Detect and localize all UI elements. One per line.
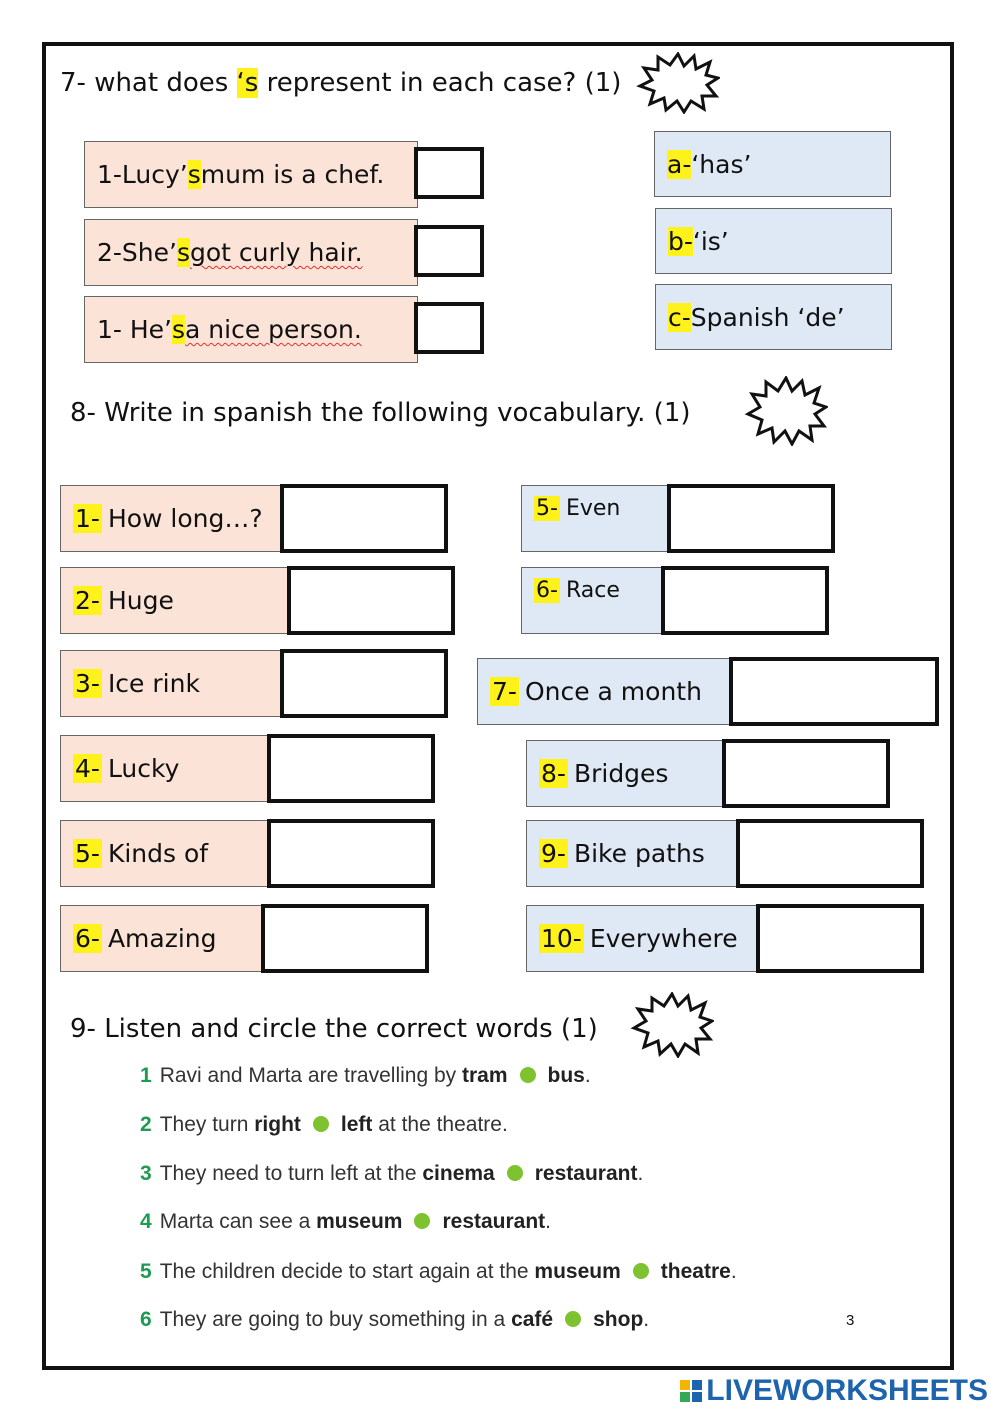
q9-item-5-option-2[interactable]: theatre: [660, 1260, 731, 1283]
q8-right-item-6: [526, 905, 760, 972]
q8-left-num-4: 4-: [75, 754, 100, 783]
q8-right-item-4: [526, 740, 726, 807]
logo-grid-icon: [680, 1380, 702, 1402]
q7-item-3-hl: s: [172, 315, 186, 344]
q8-left-word-6: Amazing: [107, 924, 217, 953]
q8-left-answer-4[interactable]: [267, 734, 435, 803]
q8-left-num-1: 1-: [75, 504, 100, 533]
q9-item-5-num: 5: [140, 1260, 152, 1283]
q8-left-answer-6[interactable]: [261, 904, 429, 973]
q7-item-3: [84, 296, 418, 363]
q7-item-1-pre: 1-Lucy’: [97, 160, 188, 189]
q8-left-answer-1[interactable]: [280, 484, 448, 553]
q7-option-c-letter: c-: [668, 302, 691, 332]
q8-right-word-5: Bike paths: [573, 839, 705, 868]
q8-left-word-1: How long…?: [107, 504, 263, 533]
q8-right-word-3: Once a month: [524, 677, 702, 706]
q9-item-2-text: They turn: [159, 1113, 255, 1136]
q8-left-word-5: Kinds of: [107, 839, 209, 868]
q9-item-3-option-1[interactable]: cinema: [422, 1162, 495, 1185]
q8-left-num-6: 6-: [75, 924, 100, 953]
q8-right-word-6: Everywhere: [589, 924, 738, 953]
q8-left-num-2: 2-: [75, 586, 100, 615]
q8-right-word-1: Even: [565, 496, 621, 521]
starburst-icon: [636, 52, 720, 114]
q8-left-word-3: Ice rink: [107, 669, 200, 698]
q9-item-2-option-1[interactable]: right: [254, 1113, 301, 1136]
q8-left-item-3: [60, 650, 282, 717]
q8-right-item-1: [521, 485, 671, 552]
q9-item-2-end: at the theatre.: [372, 1113, 508, 1136]
q8-right-item-3: [477, 658, 733, 725]
q7-option-b-text: ‘is’: [692, 226, 729, 256]
q7-item-1-post: mum is a chef.: [200, 160, 385, 189]
q9-item-4-end: .: [545, 1210, 552, 1233]
q9-item-1-text: Ravi and Marta are travelling by: [159, 1064, 462, 1087]
q8-title: 8- Write in spanish the following vocabulary. (1): [70, 398, 691, 428]
q8-left-answer-3[interactable]: [280, 649, 448, 718]
q7-title-highlight: ‘s: [236, 68, 259, 98]
q9-item-5-text: The children decide to start again at the: [159, 1260, 535, 1283]
q7-option-c: [655, 284, 892, 350]
q9-item-6-option-2[interactable]: shop: [593, 1308, 644, 1331]
q8-left-item-2: [60, 567, 290, 634]
q8-left-word-4: Lucky: [107, 754, 180, 783]
q9-item-4: [140, 1210, 551, 1234]
q9-item-2-num: 2: [140, 1113, 152, 1136]
q7-item-2: [84, 219, 418, 286]
q8-left-item-5: [60, 820, 270, 887]
q9-item-1-end: .: [584, 1064, 591, 1087]
q9-item-3-option-2[interactable]: restaurant: [534, 1162, 638, 1185]
page-number: 3: [846, 1312, 855, 1329]
q8-right-answer-4[interactable]: [722, 739, 890, 808]
q7-option-b: [655, 208, 892, 274]
q7-item-2-post: got curly hair.: [190, 238, 363, 267]
q7-title-pre: 7- what does: [60, 68, 237, 98]
q7-item-2-hl: s: [176, 238, 190, 267]
q8-right-answer-1[interactable]: [667, 484, 835, 553]
q8-right-answer-6[interactable]: [756, 904, 924, 973]
q9-item-3-text: They need to turn left at the: [159, 1162, 423, 1185]
q8-right-word-4: Bridges: [573, 759, 669, 788]
q7-option-b-letter: b-: [668, 226, 693, 256]
q8-right-answer-5[interactable]: [736, 819, 924, 888]
q8-right-word-2: Race: [565, 578, 620, 603]
q9-item-5-end: .: [730, 1260, 737, 1283]
q9-item-5: [140, 1260, 737, 1284]
q9-item-1: [140, 1064, 591, 1088]
logo-text: LIVEWORKSHEETS: [706, 1374, 988, 1407]
bullet-dot-icon: [565, 1311, 581, 1327]
q9-item-6: [140, 1308, 649, 1332]
bullet-dot-icon: [313, 1116, 329, 1132]
q8-right-answer-3[interactable]: [729, 657, 939, 726]
bullet-dot-icon: [507, 1165, 523, 1181]
starburst-icon: [744, 376, 828, 446]
q8-right-num-3: 7-: [492, 677, 517, 706]
q8-right-item-2: [521, 567, 665, 634]
q8-left-answer-2[interactable]: [287, 566, 455, 635]
q8-right-num-1: 5-: [536, 496, 558, 521]
q9-item-2: [140, 1113, 508, 1137]
q8-right-answer-2[interactable]: [661, 566, 829, 635]
q8-left-num-3: 3-: [75, 669, 100, 698]
q7-item-2-pre: 2-She’: [97, 238, 177, 267]
q7-option-a: [654, 131, 891, 197]
liveworksheets-logo[interactable]: [680, 1374, 988, 1408]
q9-item-4-num: 4: [140, 1210, 152, 1233]
q8-left-num-5: 5-: [75, 839, 100, 868]
q8-left-item-4: [60, 735, 270, 802]
q8-right-num-6: 10-: [541, 924, 582, 953]
q9-item-1-num: 1: [140, 1064, 152, 1087]
q9-item-3-end: .: [637, 1162, 644, 1185]
q7-option-a-text: ‘has’: [691, 149, 752, 179]
starburst-icon: [630, 992, 714, 1058]
q8-left-item-1: [60, 485, 282, 552]
q9-title: 9- Listen and circle the correct words (1): [70, 1014, 598, 1044]
q9-item-1-option-1[interactable]: tram: [462, 1064, 508, 1087]
q7-option-c-text: Spanish ‘de’: [690, 302, 845, 332]
q8-right-num-5: 9-: [541, 839, 566, 868]
q9-item-3-num: 3: [140, 1162, 152, 1185]
q8-right-item-5: [526, 820, 740, 887]
q9-item-4-option-1[interactable]: museum: [316, 1210, 403, 1233]
q8-left-answer-5[interactable]: [267, 819, 435, 888]
q9-item-2-option-2[interactable]: left: [340, 1113, 373, 1136]
q7-item-3-pre: 1- He’: [97, 315, 172, 344]
q7-title-post: represent in each case? (1): [258, 68, 622, 98]
q7-answer-box-2[interactable]: [414, 225, 484, 277]
q9-item-5-option-1[interactable]: museum: [534, 1260, 621, 1283]
q9-item-6-option-1[interactable]: café: [511, 1308, 554, 1331]
q9-item-6-text: They are going to buy something in a: [159, 1308, 512, 1331]
q7-answer-box-1[interactable]: [414, 147, 484, 199]
q8-left-item-6: [60, 905, 264, 972]
q7-item-1-hl: s: [187, 160, 201, 189]
q9-item-4-text: Marta can see a: [159, 1210, 317, 1233]
q7-title: [60, 68, 621, 98]
q8-left-word-2: Huge: [107, 586, 174, 615]
q8-right-num-4: 8-: [541, 759, 566, 788]
q7-answer-box-3[interactable]: [414, 302, 484, 354]
bullet-dot-icon: [520, 1067, 536, 1083]
q9-item-6-num: 6: [140, 1308, 152, 1331]
q9-item-4-option-2[interactable]: restaurant: [442, 1210, 546, 1233]
q9-item-6-end: .: [643, 1308, 650, 1331]
q7-item-3-post: a nice person.: [185, 315, 362, 344]
q9-item-3: [140, 1162, 643, 1186]
bullet-dot-icon: [633, 1263, 649, 1279]
q9-item-1-option-2[interactable]: bus: [547, 1064, 585, 1087]
q8-right-num-2: 6-: [536, 578, 558, 603]
bullet-dot-icon: [414, 1213, 430, 1229]
q7-option-a-letter: a-: [667, 149, 692, 179]
q7-item-1: [84, 141, 418, 208]
